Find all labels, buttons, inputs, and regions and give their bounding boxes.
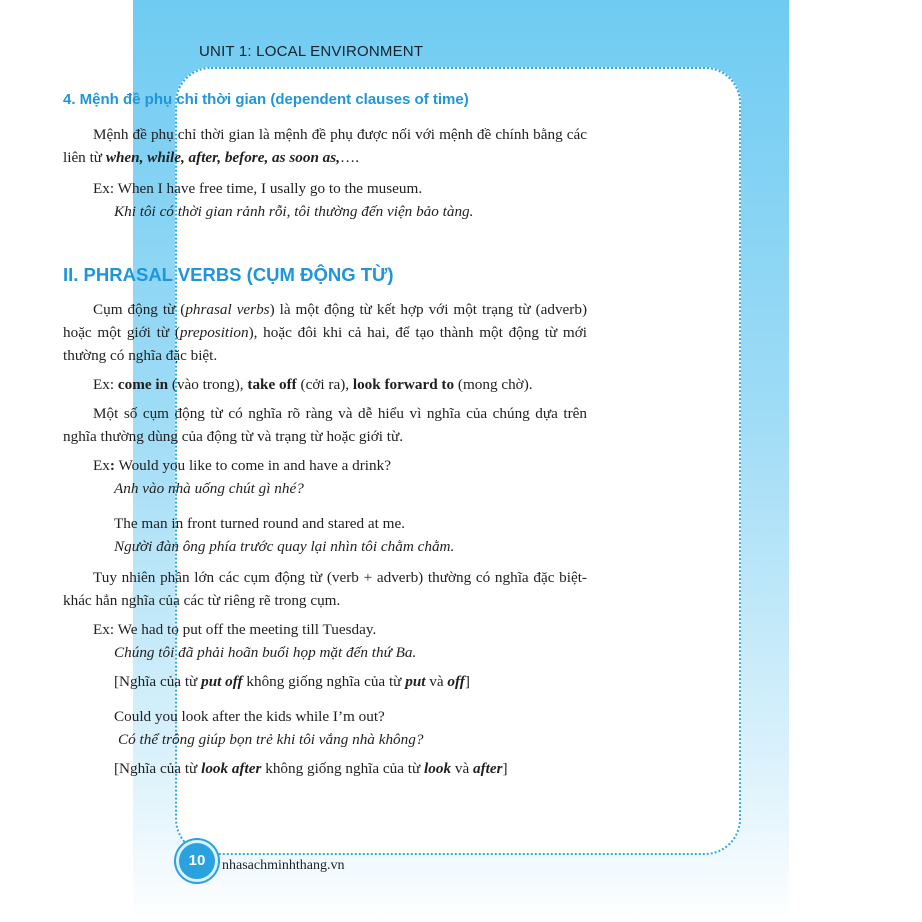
example-english: The man in front turned round and stared at me. <box>114 515 406 532</box>
unit-header: UNIT 1: LOCAL ENVIRONMENT <box>199 43 424 60</box>
text: [Nghĩa của từ <box>114 673 202 690</box>
paragraph-text: Mệnh đề phụ chỉ thời gian là mệnh đề phụ được nối với mệnh đề chính bằng các liên từ <box>63 126 587 166</box>
publisher-website: nhasachminhthang.vn <box>222 858 345 873</box>
example-vietnamese: Khi tôi có thời gian rảnh rỗi, tôi thường đến viện bảo tàng. <box>114 203 474 220</box>
example-vietnamese: Người đàn ông phía trước quay lại nhìn tôi chằm chằm. <box>114 538 455 555</box>
term-phrasal-verbs: phrasal verbs <box>185 301 270 318</box>
term-preposition: preposition <box>179 324 249 341</box>
paragraph-end: …. <box>340 149 359 166</box>
example-english: Could you look after the kids while I’m out? <box>114 708 385 725</box>
page-content <box>63 88 587 780</box>
phrase-come-in: come in <box>117 376 169 393</box>
word: look <box>424 760 452 777</box>
word: off <box>447 673 465 690</box>
text: (vào trong), <box>168 376 248 393</box>
phrasal-verb-definition <box>63 298 587 367</box>
phrase: put off <box>201 673 243 690</box>
phrase-take-off: take off <box>247 376 297 393</box>
conjunction-list: when, while, after, before, as soon as, <box>105 149 340 166</box>
example-english <box>63 454 587 477</box>
text: ] <box>464 673 470 690</box>
page-number-badge: 10 <box>176 840 218 882</box>
text: ) là một động từ kết hợp với một trạng từ (adverb) hoặc một giới từ ( <box>63 301 588 341</box>
section-4-paragraph <box>63 123 587 169</box>
phrase-look-forward-to: look forward to <box>352 376 455 393</box>
word: put <box>405 673 426 690</box>
text: và <box>451 760 473 777</box>
text: Cụm động từ ( <box>93 301 186 318</box>
section-4-title: 4. Mệnh đề phụ chỉ thời gian (dependent clauses of time) <box>63 91 469 108</box>
text: không giống nghĩa của từ <box>261 760 425 777</box>
text: : <box>109 457 115 474</box>
text: và <box>425 673 448 690</box>
example-vietnamese: Có thể trông giúp bọn trẻ khi tôi vắng nhà không? <box>118 731 424 748</box>
section-2-title: II. PHRASAL VERBS (CỤM ĐỘNG TỪ) <box>63 264 394 285</box>
text: không giống nghĩa của từ <box>242 673 406 690</box>
text: Ex: <box>93 376 118 393</box>
meaning-note <box>63 670 587 693</box>
example-vietnamese: Anh vào nhà uống chút gì nhé? <box>114 480 304 497</box>
explanation-paragraph: Tuy nhiên phần lớn các cụm động từ (verb + adverb) thường có nghĩa đặc biệt- khác hẳn nghĩa của các từ riêng rẽ trong cụm. <box>63 569 587 609</box>
text: ] <box>502 760 508 777</box>
text: (cởi ra), <box>296 376 353 393</box>
text: [Nghĩa của từ <box>114 760 202 777</box>
word: after <box>473 760 503 777</box>
text: (mong chờ). <box>454 376 533 393</box>
example-english: Ex: When I have free time, I usally go to the museum. <box>93 180 423 197</box>
example-list <box>63 373 587 396</box>
text: Ex <box>93 457 110 474</box>
meaning-note <box>63 757 587 780</box>
explanation-paragraph: Một số cụm động từ có nghĩa rõ ràng và dễ hiểu vì nghĩa của chúng dựa trên nghĩa thường dùng của động từ và trạng từ hoặc giới từ. <box>63 405 587 445</box>
text: Would you like to come in and have a drink? <box>114 457 391 474</box>
text: ), hoặc đôi khi cả hai, để tạo thành một động từ mới thường có nghĩa đặc biệt. <box>63 324 587 364</box>
example-vietnamese: Chúng tôi đã phải hoãn buổi họp mặt đến thứ Ba. <box>114 644 417 661</box>
phrase: look after <box>201 760 262 777</box>
example-english: Ex: We had to put off the meeting till Tuesday. <box>93 621 377 638</box>
